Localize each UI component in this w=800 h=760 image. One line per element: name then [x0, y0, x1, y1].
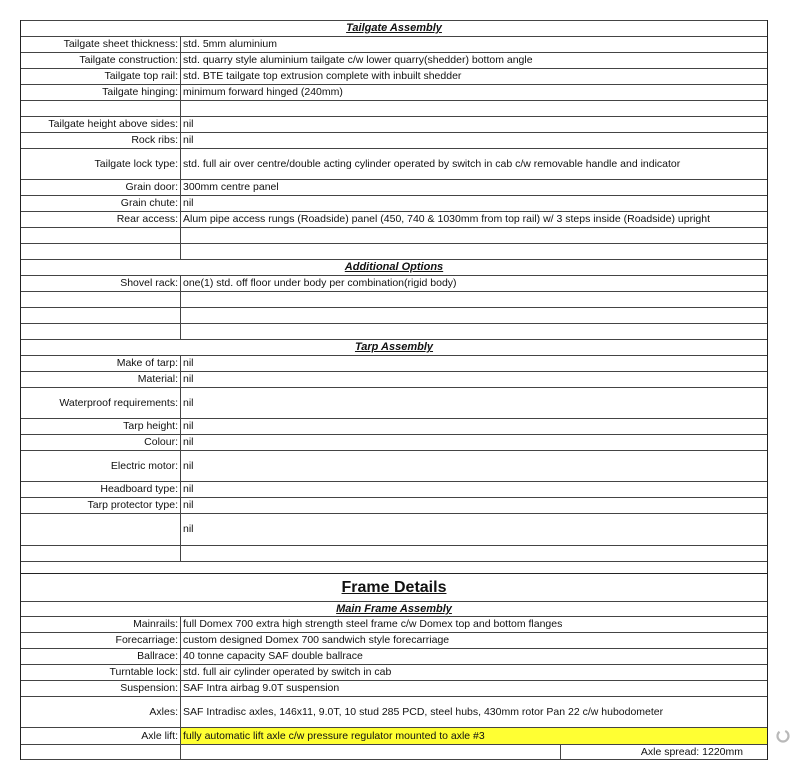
row-value: 40 tonne capacity SAF double ballrace	[183, 650, 363, 662]
row-label: Rock ribs:	[21, 133, 181, 148]
table-row	[21, 69, 767, 85]
row-label: Electric motor:	[21, 451, 181, 481]
row-value: Alum pipe access rungs (Roadside) panel (450, 740 & 1030mm from top rail) w/ 3 steps inside (Roadside) upright	[183, 213, 711, 225]
row-label: Colour:	[21, 435, 181, 450]
table-row	[21, 388, 767, 419]
table-row	[21, 681, 767, 697]
row-value: std. quarry style aluminium tailgate c/w lower quarry(shedder) bottom angle	[183, 54, 533, 66]
table-row	[21, 633, 767, 649]
row-label: Rear access:	[21, 212, 181, 227]
axle-spread-row	[21, 745, 767, 760]
row-label: Tarp protector type:	[21, 498, 181, 513]
blank-cell	[181, 244, 767, 259]
row-label: Tailgate height above sides:	[21, 117, 181, 132]
row-value: SAF Intradisc axles, 146x11, 9.0T, 10 stud 285 PCD, steel hubs, 430mm rotor Pan 22 c/w hubodometer	[183, 705, 664, 718]
blank-cell	[21, 228, 181, 243]
row-label: Suspension:	[21, 681, 181, 696]
row-label: Turntable lock:	[21, 665, 181, 680]
blank-cell	[181, 308, 767, 323]
table-row	[21, 514, 767, 546]
table-row	[21, 196, 767, 212]
row-value: nil	[183, 459, 194, 472]
blank-row	[21, 308, 767, 324]
blank-row	[21, 292, 767, 308]
row-value: nil	[183, 134, 194, 146]
row-value: SAF Intra airbag 9.0T suspension	[183, 682, 340, 694]
blank-cell	[21, 292, 181, 307]
table-row	[21, 728, 767, 745]
table-row	[21, 372, 767, 388]
row-label: Material:	[21, 372, 181, 387]
blank-cell	[21, 244, 181, 259]
table-row	[21, 117, 767, 133]
axle-spread-value: Axle spread: 1220mm	[640, 746, 743, 758]
table-row	[21, 697, 767, 728]
row-value: std. 5mm aluminium	[183, 38, 277, 50]
spacer-row	[21, 562, 767, 574]
row-label: Axle lift:	[21, 728, 181, 744]
blank-row	[21, 228, 767, 244]
blank-row	[21, 324, 767, 340]
blank-cell	[181, 228, 767, 243]
section-title: Main Frame Assembly	[336, 603, 452, 615]
row-label: Tailgate top rail:	[21, 69, 181, 84]
row-value: one(1) std. off floor under body per combination(rigid body)	[183, 277, 457, 289]
page-title: Frame Details	[341, 578, 447, 596]
row-label: Tarp height:	[21, 419, 181, 434]
table-row	[21, 53, 767, 69]
table-row	[21, 482, 767, 498]
row-label: Tailgate hinging:	[21, 85, 181, 100]
row-value: nil	[183, 373, 194, 385]
section-header-tarp	[21, 340, 767, 356]
loading-spinner-icon	[775, 728, 791, 744]
table-row	[21, 276, 767, 292]
table-row	[21, 85, 767, 101]
blank-row	[21, 244, 767, 260]
section-title: Tarp Assembly	[354, 341, 434, 353]
row-value: nil	[183, 420, 194, 432]
table-row	[21, 356, 767, 372]
row-label: Grain door:	[21, 180, 181, 195]
blank-cell	[181, 292, 767, 307]
section-header-tailgate	[21, 20, 767, 37]
row-value: std. BTE tailgate top extrusion complete with inbuilt shedder	[183, 70, 462, 82]
blank-cell	[181, 101, 767, 116]
row-value: nil	[183, 523, 194, 535]
row-label: Tailgate sheet thickness:	[21, 37, 181, 52]
row-label: Ballrace:	[21, 649, 181, 664]
row-value: nil	[183, 118, 194, 130]
table-row	[21, 498, 767, 514]
table-row	[21, 435, 767, 451]
blank-cell	[181, 546, 767, 561]
row-value: nil	[183, 197, 194, 209]
row-label: Grain chute:	[21, 196, 181, 211]
table-row	[21, 133, 767, 149]
table-row	[21, 617, 767, 633]
row-label: Waterproof requirements:	[21, 388, 181, 418]
row-value: nil	[183, 499, 194, 511]
section-title: Tailgate Assembly	[346, 22, 442, 34]
table-row	[21, 212, 767, 228]
row-label: Axles:	[21, 697, 181, 727]
row-value: nil	[183, 396, 194, 409]
section-title: Additional Options	[344, 261, 444, 273]
row-value: minimum forward hinged (240mm)	[183, 86, 343, 98]
row-value: 300mm centre panel	[183, 181, 279, 193]
row-label	[21, 514, 181, 545]
row-label: Shovel rack:	[21, 276, 181, 291]
row-label: Tailgate construction:	[21, 53, 181, 68]
blank-cell	[21, 308, 181, 323]
spec-sheet	[20, 20, 768, 760]
table-row	[21, 649, 767, 665]
row-value: std. full air over centre/double acting cylinder operated by switch in cab c/w removable handle and indicator	[183, 157, 681, 170]
table-row	[21, 451, 767, 482]
blank-cell	[21, 324, 181, 339]
row-label: Make of tarp:	[21, 356, 181, 371]
table-row	[21, 665, 767, 681]
row-value: full Domex 700 extra high strength steel frame c/w Domex top and bottom flanges	[183, 618, 563, 630]
row-label: Headboard type:	[21, 482, 181, 497]
section-header-main-frame	[21, 602, 767, 617]
table-row	[21, 180, 767, 196]
blank-cell	[21, 101, 181, 116]
blank-row	[21, 101, 767, 117]
row-value: nil	[183, 483, 194, 495]
row-label: Mainrails:	[21, 617, 181, 632]
row-value: nil	[183, 436, 194, 448]
row-label: Forecarriage:	[21, 633, 181, 648]
blank-cell	[21, 546, 181, 561]
blank-row	[21, 546, 767, 562]
table-row	[21, 149, 767, 180]
table-row	[21, 37, 767, 53]
row-value: std. full air cylinder operated by switch in cab	[183, 666, 392, 678]
row-label: Tailgate lock type:	[21, 149, 181, 179]
row-value: nil	[183, 357, 194, 369]
table-row	[21, 419, 767, 435]
frame-details-heading	[21, 574, 767, 602]
blank-cell	[181, 324, 767, 339]
row-value-highlighted: fully automatic lift axle c/w pressure regulator mounted to axle #3	[181, 728, 767, 744]
row-value: custom designed Domex 700 sandwich style forecarriage	[183, 634, 450, 646]
section-header-additional	[21, 260, 767, 276]
